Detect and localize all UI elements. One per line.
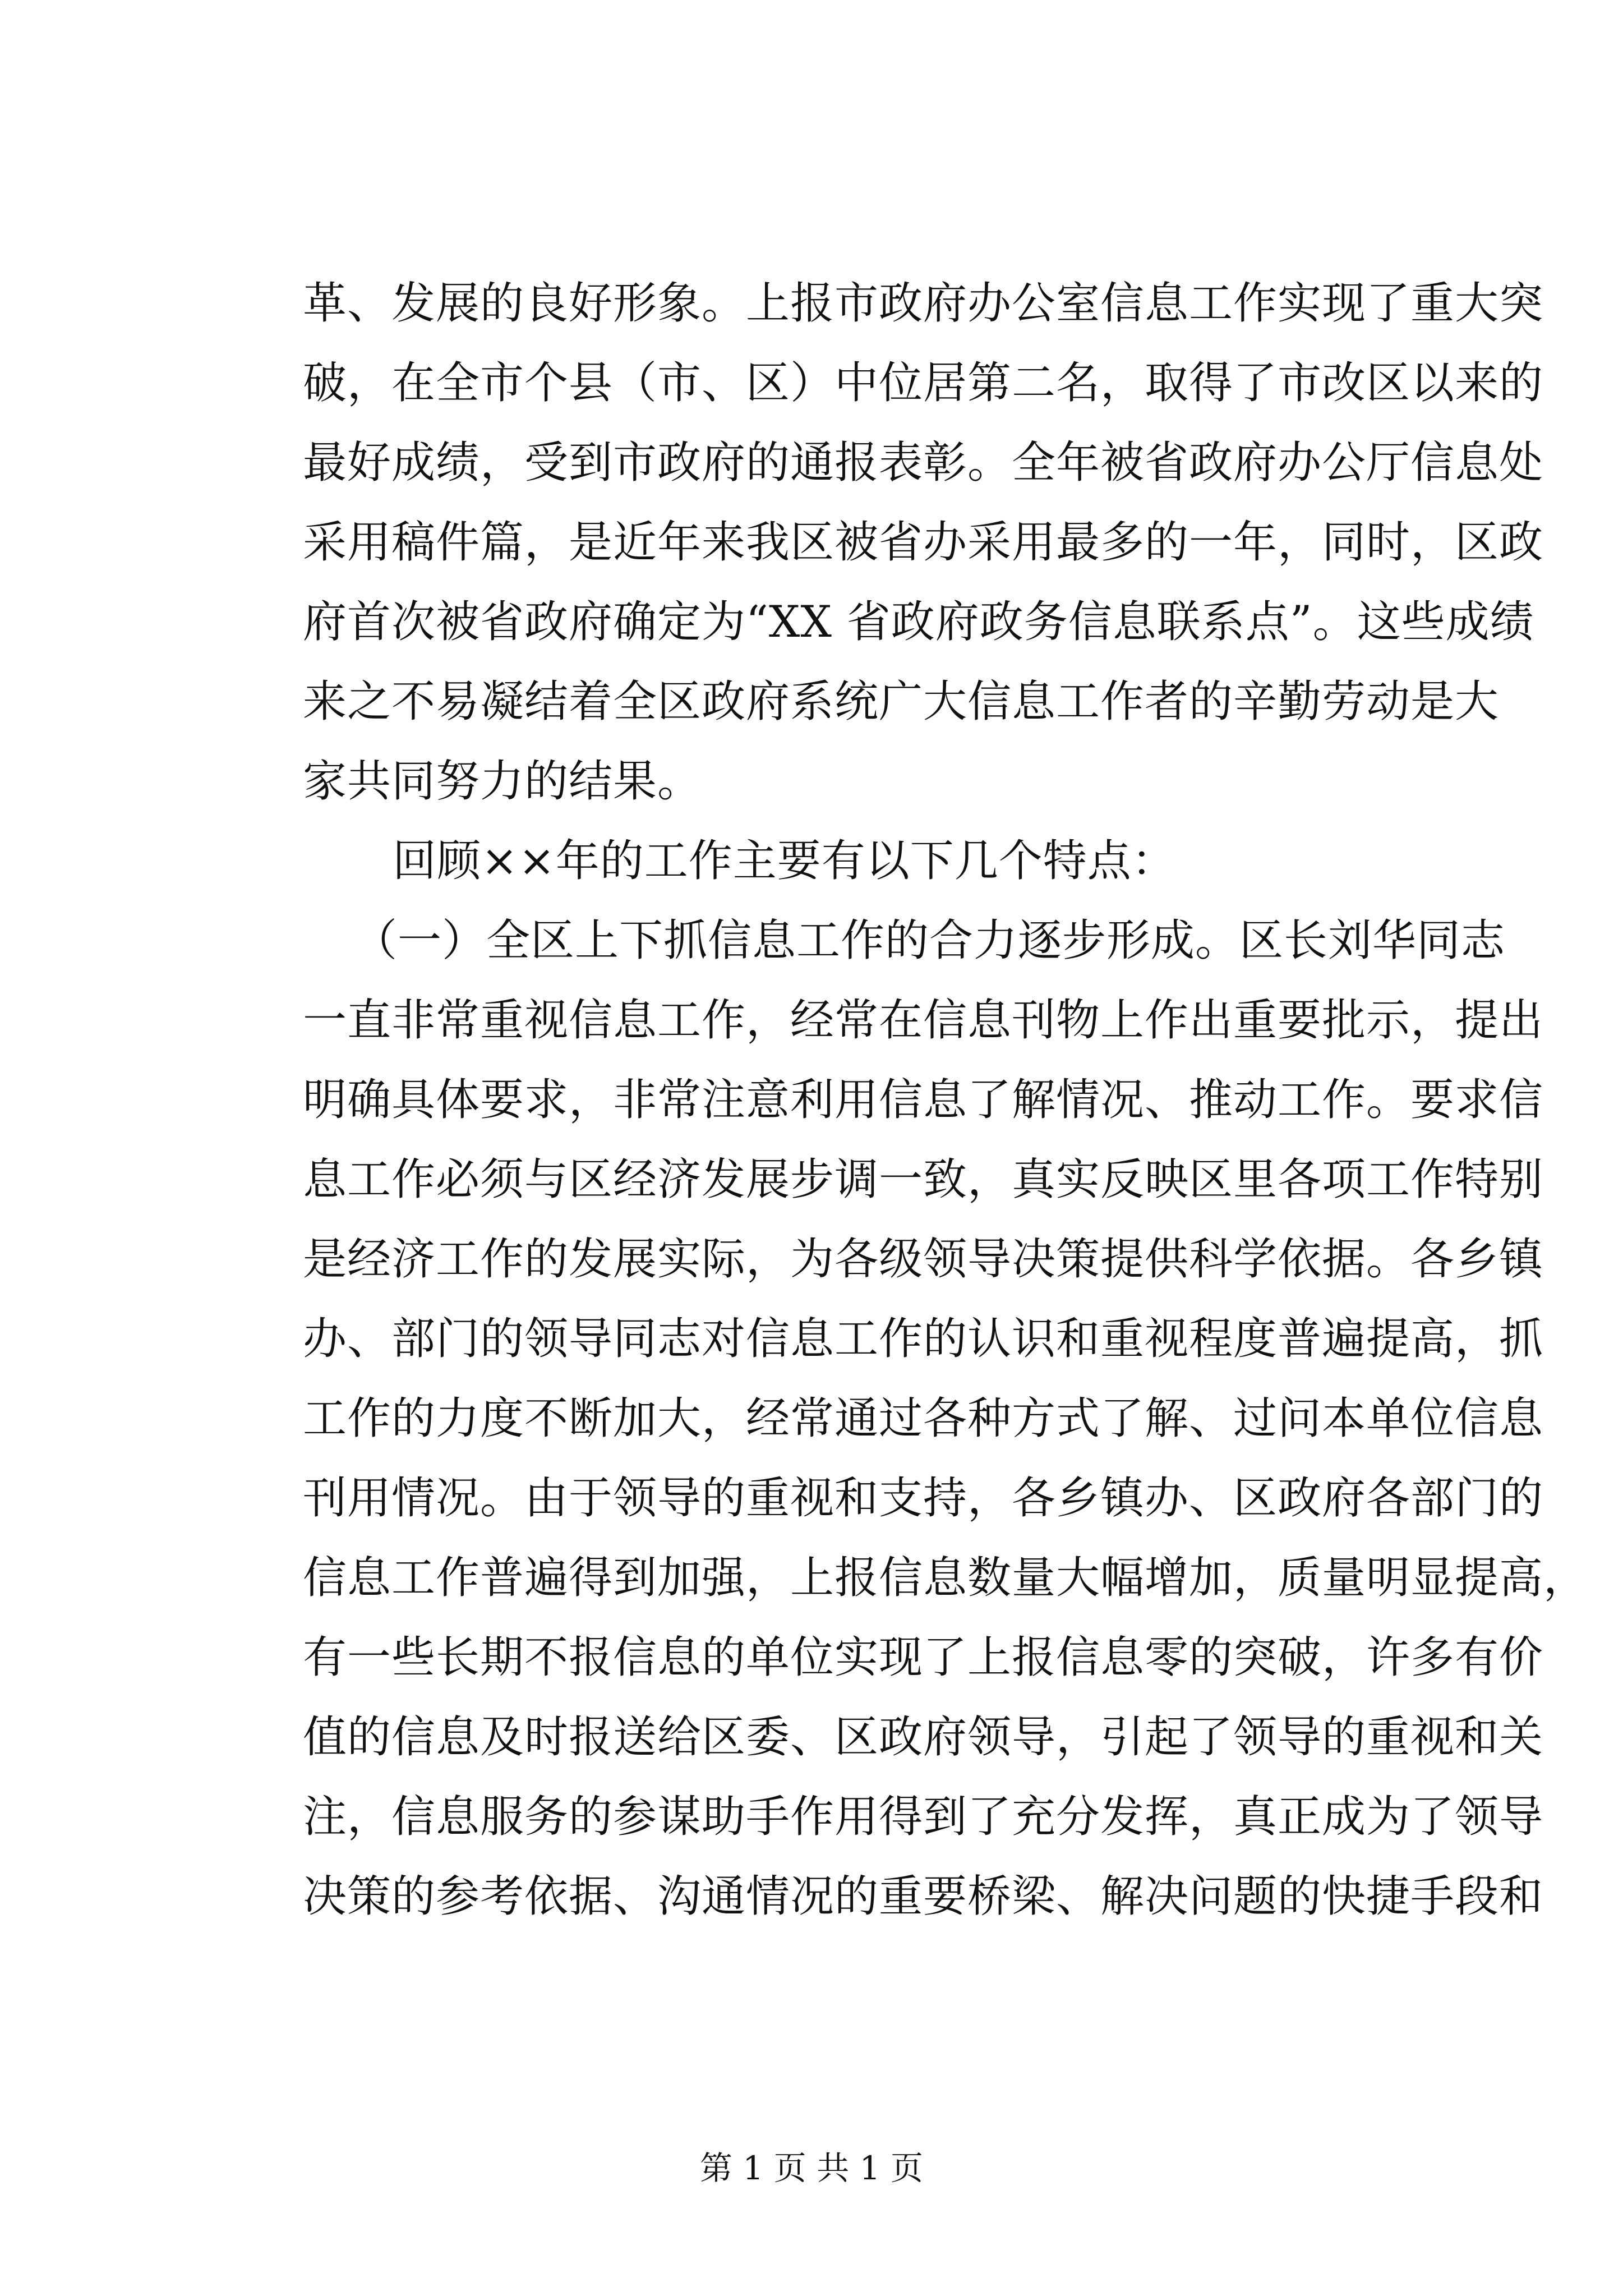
- body-line-5: 府首次被省政府确定为“XX 省政府政务信息联系点”。这些成绩: [303, 597, 1534, 647]
- body-line-7: 家共同努力的结果。: [303, 756, 702, 807]
- body-line-3: 最好成绩，受到市政府的通报表彰。全年被省政府办公厅信息处: [303, 438, 1544, 488]
- body-line-19: 值的信息及时报送给区委、区政府领导，引起了领导的重视和关: [303, 1712, 1544, 1763]
- body-line-21: 决策的参考依据、沟通情况的重要桥梁、解决问题的快捷手段和: [303, 1871, 1544, 1922]
- body-line-4: 采用稿件篇，是近年来我区被省办采用最多的一年，同时，区政: [303, 517, 1544, 568]
- body-line-8: 回顾××年的工作主要有以下几个特点：: [393, 836, 1176, 886]
- page-number-label: 第 1 页 共 1 页: [700, 2149, 923, 2187]
- body-line-15: 工作的力度不断加大，经常通过各种方式了解、过问本单位信息: [303, 1393, 1544, 1444]
- page-footer: [0, 2148, 1623, 2188]
- body-line-1: 革、发展的良好形象。上报市政府办公室信息工作实现了重大突: [303, 278, 1544, 329]
- body-line-11: 明确具体要求，非常注意利用信息了解情况、推动工作。要求信: [303, 1075, 1544, 1125]
- document-body: [303, 264, 1588, 1936]
- body-line-2: 破，在全市个县（市、区）中位居第二名，取得了市改区以来的: [303, 358, 1544, 408]
- body-line-6: 来之不易凝结着全区政府系统广大信息工作者的辛勤劳动是大: [303, 677, 1500, 727]
- body-line-16: 刊用情况。由于领导的重视和支持，各乡镇办、区政府各部门的: [303, 1473, 1544, 1524]
- body-line-9: （一）全区上下抓信息工作的合力逐步形成。区长刘华同志: [353, 915, 1506, 966]
- body-line-10: 一直非常重视信息工作，经常在信息刊物上作出重要批示，提出: [303, 995, 1544, 1046]
- body-line-17: 信息工作普遍得到加强，上报信息数量大幅增加，质量明显提高，: [303, 1553, 1588, 1603]
- body-line-13: 是经济工作的发展实际，为各级领导决策提供科学依据。各乡镇: [303, 1234, 1544, 1285]
- body-line-20: 注，信息服务的参谋助手作用得到了充分发挥，真正成为了领导: [303, 1792, 1544, 1842]
- body-line-12: 息工作必须与区经济发展步调一致，真实反映区里各项工作特别: [303, 1154, 1544, 1205]
- body-line-18: 有一些长期不报信息的单位实现了上报信息零的突破，许多有价: [303, 1632, 1544, 1683]
- body-line-14: 办、部门的领导同志对信息工作的认识和重视程度普遍提高，抓: [303, 1314, 1544, 1364]
